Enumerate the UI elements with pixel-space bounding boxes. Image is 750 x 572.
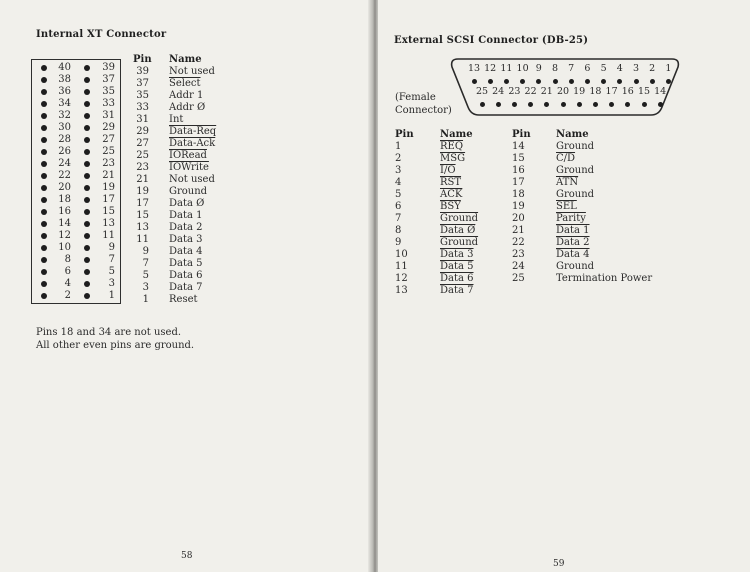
connector-pin-number: 12 bbox=[484, 63, 497, 74]
xt-pin-number: 33 bbox=[136, 102, 149, 113]
xt-pin-number: 17 bbox=[136, 198, 149, 209]
pin-dot-icon bbox=[84, 281, 90, 287]
pin-dot-icon bbox=[480, 102, 485, 107]
xt-pin-number: 5 bbox=[142, 270, 149, 281]
connector-pin-number: 10 bbox=[516, 63, 529, 74]
scsi-signal-name: $\overline{RST}$ bbox=[440, 177, 462, 188]
pin-dot-icon bbox=[84, 161, 90, 167]
connector-pin-number: 9 bbox=[535, 63, 542, 74]
pin-dot-icon bbox=[593, 102, 598, 107]
pin-dot-icon bbox=[41, 197, 47, 203]
pin-number: 3 bbox=[108, 278, 115, 289]
pin-dot-icon bbox=[84, 125, 90, 131]
xt-pin-grid-row bbox=[32, 146, 120, 158]
scsi-pin-number: 14 bbox=[512, 141, 525, 152]
scsi-pin-column-header-2: Pin bbox=[512, 129, 531, 140]
scsi-pin-number: 24 bbox=[512, 261, 525, 272]
scsi-pin-number: 4 bbox=[395, 177, 402, 188]
xt-pin-grid-row bbox=[32, 278, 120, 290]
scsi-signal-name: Termination Power bbox=[556, 273, 653, 284]
pin-number: 33 bbox=[102, 98, 115, 109]
pin-dot-icon bbox=[84, 185, 90, 191]
pin-number: 13 bbox=[102, 218, 115, 229]
connector-pin-number: 17 bbox=[605, 86, 618, 97]
xt-signal-name: Data 7 bbox=[169, 282, 203, 293]
pin-number: 30 bbox=[58, 122, 71, 133]
scsi-signal-name: Data 7 bbox=[440, 285, 474, 296]
pin-dot-icon bbox=[41, 209, 47, 215]
xt-pin-grid-row bbox=[32, 290, 120, 302]
xt-pin-number: 23 bbox=[136, 162, 149, 173]
xt-pin-number: 15 bbox=[136, 210, 149, 221]
pin-dot-icon bbox=[84, 173, 90, 179]
scsi-pin-number: 7 bbox=[395, 213, 402, 224]
connector-pin-number: 8 bbox=[551, 63, 559, 74]
page-number-right: 59 bbox=[553, 559, 565, 569]
scsi-pin-number: 21 bbox=[512, 225, 525, 236]
connector-pin-number: 11 bbox=[500, 63, 513, 74]
pin-dot-icon bbox=[496, 102, 501, 107]
pin-number: 4 bbox=[64, 278, 71, 289]
scsi-pin-number: 20 bbox=[512, 213, 525, 224]
xt-pin-number: 29 bbox=[136, 126, 149, 137]
scsi-signal-name: Ground bbox=[440, 237, 479, 248]
pin-dot-icon bbox=[84, 269, 90, 275]
xt-pin-number: 9 bbox=[142, 246, 149, 257]
scsi-signal-name: Data 4 bbox=[556, 249, 590, 260]
connector-pin-number: 7 bbox=[568, 63, 575, 74]
pin-dot-icon bbox=[41, 173, 47, 179]
scsi-pin-number: 23 bbox=[512, 249, 525, 260]
connector-pin-number: 6 bbox=[584, 63, 591, 74]
pin-dot-icon bbox=[41, 125, 47, 131]
connector-pin-number: 21 bbox=[540, 86, 553, 97]
xt-signal-name: Int bbox=[169, 114, 184, 125]
scsi-signal-name: Data 2 bbox=[556, 237, 590, 248]
pin-dot-icon bbox=[512, 102, 517, 107]
pin-dot-icon bbox=[634, 79, 639, 84]
pin-dot-icon bbox=[41, 293, 47, 299]
pin-number: 21 bbox=[102, 170, 115, 181]
pin-number: 11 bbox=[102, 230, 115, 241]
xt-pin-grid-row bbox=[32, 266, 120, 278]
scsi-signal-name: Ground bbox=[556, 141, 595, 152]
xt-pin-number: 7 bbox=[142, 258, 149, 269]
pin-number: 15 bbox=[102, 206, 115, 217]
pin-number: 25 bbox=[102, 146, 115, 157]
xt-pin-number: 11 bbox=[136, 234, 149, 245]
pin-number: 26 bbox=[58, 146, 71, 157]
xt-pin-grid-row bbox=[32, 86, 120, 98]
pin-number: 34 bbox=[58, 98, 71, 109]
pin-dot-icon bbox=[642, 102, 647, 107]
xt-pin-grid-row bbox=[32, 182, 120, 194]
connector-pin-number: 15 bbox=[637, 86, 651, 97]
xt-pin-grid-row bbox=[32, 158, 120, 170]
pin-number: 14 bbox=[58, 218, 71, 229]
scsi-signal-name: $\overline{ACK}$ bbox=[440, 189, 463, 200]
scsi-name-column-header-1: Name bbox=[440, 129, 473, 140]
scsi-signal-name: Data 6 bbox=[440, 273, 474, 284]
scsi-signal-name: Data 5 bbox=[440, 261, 474, 272]
pin-number: 17 bbox=[102, 194, 115, 205]
xt-signal-name: Data 2 bbox=[169, 222, 203, 233]
xt-pin-header-diagram bbox=[31, 59, 121, 304]
pin-number: 28 bbox=[58, 134, 71, 145]
connector-pin-number: 16 bbox=[621, 86, 634, 97]
pin-dot-icon bbox=[84, 101, 90, 107]
scsi-signal-name: Ground bbox=[556, 165, 595, 176]
xt-signal-name: Data Ø bbox=[169, 198, 205, 209]
pin-dot-icon bbox=[84, 89, 90, 95]
pin-dot-icon bbox=[666, 79, 671, 84]
scsi-connector-title: External SCSI Connector (DB-25) bbox=[394, 35, 589, 46]
page-number-left: 58 bbox=[181, 551, 193, 561]
pin-dot-icon bbox=[84, 113, 90, 119]
pin-dot-icon bbox=[41, 281, 47, 287]
pin-dot-icon bbox=[84, 137, 90, 143]
scsi-pin-number: 17 bbox=[512, 177, 525, 188]
pin-dot-icon bbox=[585, 79, 590, 84]
pin-number: 10 bbox=[58, 242, 71, 253]
pin-dot-icon bbox=[569, 79, 574, 84]
scsi-pin-number: 15 bbox=[512, 153, 525, 164]
pin-dot-icon bbox=[41, 65, 47, 71]
xt-signal-name: Not used bbox=[169, 66, 215, 77]
xt-pin-grid-row bbox=[32, 134, 120, 146]
scsi-signal-name: Ground bbox=[556, 189, 595, 200]
scsi-signal-name: Data 3 bbox=[440, 249, 474, 260]
xt-pin-grid-row bbox=[32, 98, 120, 110]
pin-number: 39 bbox=[102, 62, 115, 73]
xt-pin-number: 21 bbox=[136, 174, 149, 185]
pin-number: 8 bbox=[64, 254, 71, 265]
pin-dot-icon bbox=[488, 79, 493, 84]
pin-dot-icon bbox=[84, 77, 90, 83]
pin-dot-icon bbox=[84, 65, 90, 71]
pin-dot-icon bbox=[41, 257, 47, 263]
xt-signal-name: Data 6 bbox=[169, 270, 203, 281]
pin-number: 7 bbox=[108, 254, 115, 265]
pin-dot-icon bbox=[41, 113, 47, 119]
scsi-pin-number: 9 bbox=[395, 237, 402, 248]
connector-pin-number: 23 bbox=[508, 86, 521, 97]
pin-number: 19 bbox=[102, 182, 115, 193]
pin-number: 9 bbox=[108, 242, 115, 253]
scsi-pin-number: 5 bbox=[395, 189, 402, 200]
pin-number: 16 bbox=[58, 206, 71, 217]
pin-dot-icon bbox=[41, 137, 47, 143]
scsi-pin-number: 18 bbox=[512, 189, 525, 200]
pin-number: 5 bbox=[108, 266, 115, 277]
pin-number: 31 bbox=[102, 110, 115, 121]
xt-pin-column-header: Pin bbox=[133, 54, 152, 65]
pin-dot-icon bbox=[553, 79, 558, 84]
pin-number: 18 bbox=[58, 194, 71, 205]
scsi-signal-name: $\overline{ATN}$ bbox=[556, 177, 579, 188]
pin-number: 6 bbox=[64, 266, 71, 277]
xt-signal-name: Data-Req bbox=[169, 126, 217, 137]
xt-signal-name: Data 4 bbox=[169, 246, 203, 257]
xt-pin-number: 25 bbox=[136, 150, 149, 161]
xt-pin-grid-row bbox=[32, 206, 120, 218]
scsi-signal-name: $\overline{REQ}$ bbox=[440, 141, 464, 152]
scsi-pin-number: 1 bbox=[395, 141, 402, 152]
pin-number: 12 bbox=[58, 230, 71, 241]
pin-dot-icon bbox=[41, 221, 47, 227]
scsi-pin-number: 13 bbox=[395, 285, 408, 296]
pin-number: 27 bbox=[102, 134, 115, 145]
connector-pin-number: 19 bbox=[573, 86, 586, 97]
connector-pin-number: 18 bbox=[589, 86, 602, 97]
connector-pin-number: 25 bbox=[475, 86, 489, 97]
xt-signal-name: Not used bbox=[169, 174, 215, 185]
xt-signal-name: IOWrite bbox=[169, 162, 209, 173]
connector-pin-number: 4 bbox=[616, 63, 623, 74]
xt-connector-title: Internal XT Connector bbox=[36, 29, 167, 40]
connector-label-line-2: Connector) bbox=[395, 105, 452, 116]
xt-pin-grid-row bbox=[32, 254, 120, 266]
xt-pin-number: 19 bbox=[136, 186, 149, 197]
pin-dot-icon bbox=[84, 209, 90, 215]
xt-pin-grid-row bbox=[32, 74, 120, 86]
scsi-pin-number: 8 bbox=[395, 225, 402, 236]
xt-signal-name: Select bbox=[169, 78, 201, 89]
scsi-pin-number: 3 bbox=[395, 165, 402, 176]
xt-note-line-1: Pins 18 and 34 are not used. bbox=[36, 327, 182, 338]
pin-number: 32 bbox=[58, 110, 71, 121]
connector-label-line-1: (Female bbox=[395, 92, 436, 103]
connector-pin-number: 14 bbox=[654, 86, 667, 97]
xt-pin-number: 35 bbox=[136, 90, 149, 101]
pin-dot-icon bbox=[41, 185, 47, 191]
connector-pin-number: 2 bbox=[649, 63, 656, 74]
xt-pin-number: 3 bbox=[142, 282, 149, 293]
pin-dot-icon bbox=[84, 233, 90, 239]
scsi-signal-name: I/O bbox=[440, 165, 456, 176]
pin-dot-icon bbox=[650, 79, 655, 84]
pin-dot-icon bbox=[84, 221, 90, 227]
xt-pin-grid-row bbox=[32, 218, 120, 230]
pin-number: 40 bbox=[58, 62, 71, 73]
pin-dot-icon bbox=[41, 101, 47, 107]
scsi-pin-number: 11 bbox=[395, 261, 408, 272]
pin-number: 36 bbox=[58, 86, 71, 97]
xt-signal-name: IORead bbox=[169, 150, 207, 161]
pin-dot-icon bbox=[84, 197, 90, 203]
connector-pin-number: 13 bbox=[467, 63, 481, 74]
pin-number: 38 bbox=[58, 74, 71, 85]
pin-number: 29 bbox=[102, 122, 115, 133]
connector-pin-number: 24 bbox=[492, 86, 505, 97]
pin-dot-icon bbox=[658, 102, 663, 107]
scsi-signal-name: Data Ø bbox=[440, 225, 476, 236]
pin-dot-icon bbox=[41, 89, 47, 95]
xt-signal-name: Data-Ack bbox=[169, 138, 216, 149]
connector-pin-number: 5 bbox=[600, 63, 607, 74]
scsi-pin-number: 6 bbox=[395, 201, 402, 212]
xt-pin-grid-row bbox=[32, 170, 120, 182]
pin-number: 20 bbox=[58, 182, 71, 193]
pin-number: 22 bbox=[58, 170, 71, 181]
xt-signal-name: Data 3 bbox=[169, 234, 203, 245]
xt-pin-grid-row bbox=[32, 230, 120, 242]
connector-pin-number: 3 bbox=[632, 63, 640, 74]
pin-dot-icon bbox=[472, 79, 477, 84]
xt-pin-grid-row bbox=[32, 194, 120, 206]
connector-pin-number: 22 bbox=[524, 86, 537, 97]
pin-number: 35 bbox=[102, 86, 115, 97]
scsi-pin-number: 25 bbox=[512, 273, 525, 284]
pin-dot-icon bbox=[561, 102, 566, 107]
scsi-signal-name: Parity bbox=[556, 213, 586, 224]
scsi-pin-number: 2 bbox=[395, 153, 402, 164]
scsi-signal-name: Ground bbox=[556, 261, 595, 272]
xt-signal-name: Ground bbox=[169, 186, 208, 197]
pin-dot-icon bbox=[84, 257, 90, 263]
db25-connector-diagram bbox=[448, 57, 682, 117]
pin-number: 37 bbox=[102, 74, 115, 85]
xt-pin-grid-row bbox=[32, 62, 120, 74]
pin-number: 1 bbox=[108, 290, 115, 301]
xt-name-column-header: Name bbox=[169, 54, 202, 65]
scsi-signal-name: C/D bbox=[556, 153, 576, 164]
pin-number: 24 bbox=[58, 158, 71, 169]
scsi-pin-number: 19 bbox=[512, 201, 525, 212]
scsi-pin-number: 10 bbox=[395, 249, 408, 260]
scsi-signal-name: $\overline{BSY}$ bbox=[440, 201, 461, 212]
connector-pin-number: 1 bbox=[665, 63, 672, 74]
scsi-pin-number: 22 bbox=[512, 237, 525, 248]
pin-dot-icon bbox=[84, 293, 90, 299]
pin-dot-icon bbox=[41, 161, 47, 167]
xt-signal-name: Addr 1 bbox=[169, 90, 204, 101]
xt-pin-number: 1 bbox=[142, 294, 149, 305]
pin-dot-icon bbox=[41, 77, 47, 83]
scsi-signal-name: Data 1 bbox=[556, 225, 590, 236]
xt-pin-grid-row bbox=[32, 242, 120, 254]
xt-pin-number: 13 bbox=[136, 222, 149, 233]
xt-pin-grid-row bbox=[32, 110, 120, 122]
xt-pin-grid-row bbox=[32, 122, 120, 134]
pin-dot-icon bbox=[504, 79, 509, 84]
pin-dot-icon bbox=[41, 245, 47, 251]
scsi-signal-name: $\overline{SEL}$ bbox=[556, 201, 577, 212]
xt-pin-number: 31 bbox=[136, 114, 149, 125]
scsi-pin-column-header-1: Pin bbox=[395, 129, 414, 140]
xt-signal-name: Addr Ø bbox=[169, 102, 206, 113]
pin-dot-icon bbox=[41, 149, 47, 155]
scsi-pin-number: 16 bbox=[512, 165, 525, 176]
connector-pin-number: 20 bbox=[556, 86, 570, 97]
xt-signal-name: Data 5 bbox=[169, 258, 203, 269]
pin-dot-icon bbox=[41, 233, 47, 239]
pin-dot-icon bbox=[577, 102, 582, 107]
scsi-name-column-header-2: Name bbox=[556, 129, 589, 140]
xt-signal-name: Reset bbox=[169, 294, 198, 305]
scsi-signal-name: $\overline{MSG}$ bbox=[440, 153, 466, 164]
pin-number: 2 bbox=[64, 290, 71, 301]
pin-dot-icon bbox=[84, 245, 90, 251]
scsi-pin-number: 12 bbox=[395, 273, 408, 284]
pin-number: 23 bbox=[102, 158, 115, 169]
pin-dot-icon bbox=[84, 149, 90, 155]
xt-signal-name: Data 1 bbox=[169, 210, 203, 221]
xt-pin-number: 37 bbox=[136, 78, 149, 89]
xt-pin-number: 27 bbox=[136, 138, 149, 149]
xt-pin-number: 39 bbox=[136, 66, 149, 77]
scsi-signal-name: Ground bbox=[440, 213, 479, 224]
pin-dot-icon bbox=[41, 269, 47, 275]
xt-note-line-2: All other even pins are ground. bbox=[36, 340, 195, 351]
left-page bbox=[0, 0, 372, 572]
